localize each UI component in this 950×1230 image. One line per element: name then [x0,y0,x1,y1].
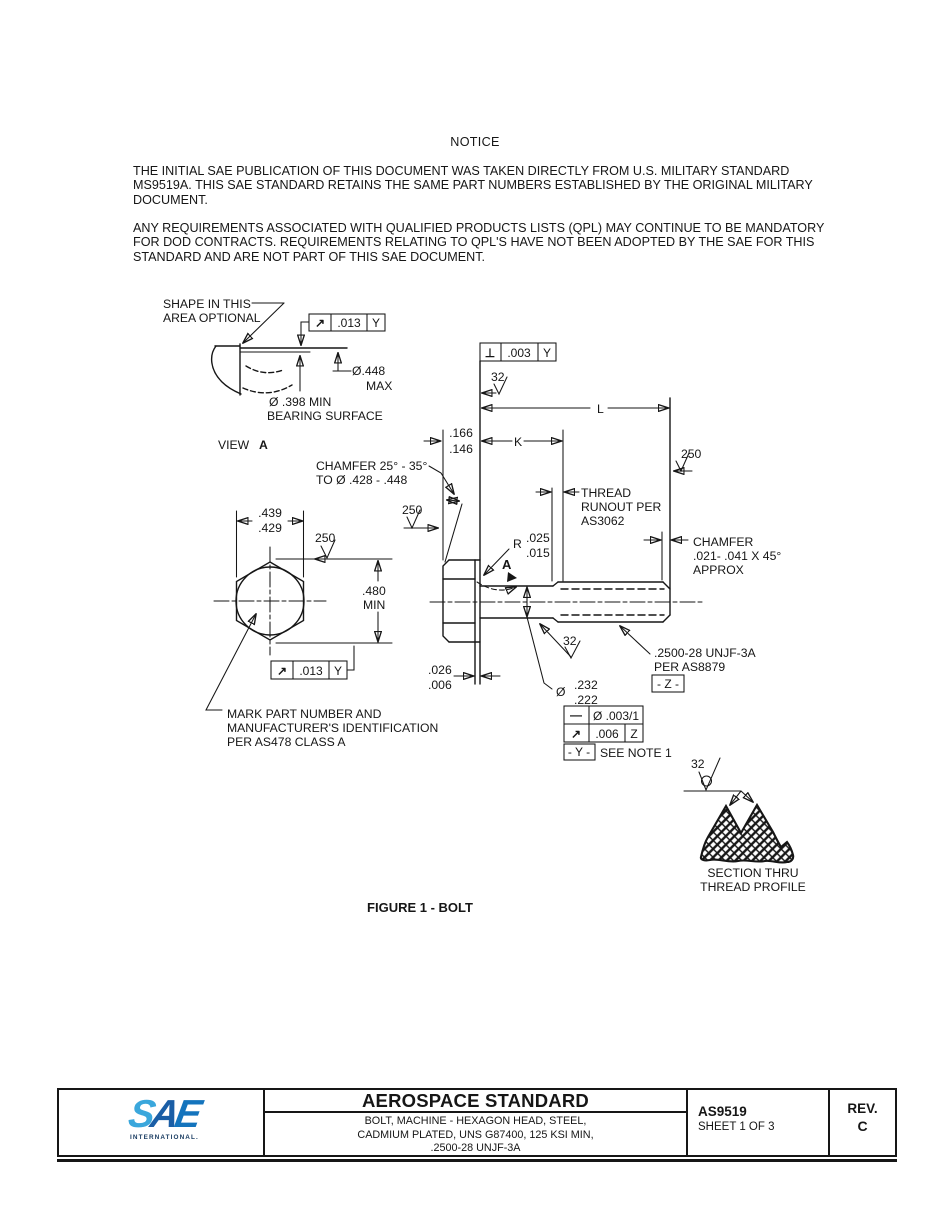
finish-32-shank: 32 [563,634,577,648]
runout-symbol: ↗ [570,727,582,741]
fcf-view-a-datum: Y [371,316,381,330]
sae-logo-letter-e: E [171,1093,202,1136]
notice-p1-line3: DOCUMENT. [133,192,208,207]
shape-optional-note-line2: AREA OPTIONAL [163,311,261,325]
across-flats-max: .439 [258,506,282,520]
fcf-runout-tolerance: .006 [595,727,619,741]
sae-international-label: INTERNATIONAL. [130,1134,199,1141]
hex-head-end-view [206,506,438,749]
shank-dia-max: .232 [574,678,598,692]
sheet-number: SHEET 1 OF 3 [698,1121,775,1133]
shank-dia-min: .222 [574,693,598,707]
finish-250-end: 250 [681,447,702,461]
finish-32-top: 32 [491,370,505,384]
fillet-radius-r: R [513,537,522,551]
notice-p1-line1: THE INITIAL SAE PUBLICATION OF THIS DOCUMENT WAS TAKEN DIRECTLY FROM U.S. MILITARY STANDARD [133,164,790,178]
shape-optional-note-line1: SHAPE IN THIS [163,297,251,311]
standard-subtitle [265,1113,686,1156]
across-flats-min: .429 [258,521,282,535]
thread-runout-line3: AS3062 [581,514,625,528]
notice-p2-line2: FOR DOD CONTRACTS. REQUIREMENTS RELATING TO QPL'S HAVE NOT BEEN ADOPTED BY THE SAE FOR THIS [133,235,815,250]
marking-note-line1: MARK PART NUMBER AND [227,707,382,721]
head-dia-max-qual: MAX [366,379,393,393]
sae-logo-letter-a: A [147,1093,180,1136]
fcf-straightness-tolerance: Ø .003/1 [592,709,640,723]
sae-logo [125,1093,266,1136]
head-height-min: .146 [449,442,473,456]
standard-type-heading: AEROSPACE STANDARD [265,1090,686,1113]
head-height-max: .166 [449,426,473,440]
thread-runout-line1: THREAD [581,486,632,500]
notice-p1-line2: MS9519A. THIS SAE STANDARD RETAINS THE SAME PART NUMBERS ESTABLISHED BY THE ORIGINAL MILITARY [133,178,813,193]
datum-y-label: - Y - [567,745,591,759]
section-label-line2: THREAD PROFILE [700,880,806,894]
sae-logo-letter-s: S [125,1093,155,1136]
thread-callout-line1: .2500-28 UNJF-3A [654,646,756,660]
notice-paragraph-2 [133,221,853,264]
subtitle-line2: CADMIUM PLATED, UNS G87400, 125 KSI MIN, [357,1128,594,1141]
bearing-dia-min-label: Ø .398 MIN [269,395,332,409]
across-corners-qual: MIN [363,598,386,612]
document-number: AS9519 [698,1104,747,1119]
subtitle-line1: BOLT, MACHINE - HEXAGON HEAD, STEEL, [364,1115,587,1127]
fcf-hex-tolerance: .013 [299,664,323,678]
finish-250-head: 250 [402,503,423,517]
finish-250-hex: 250 [315,531,336,545]
washer-thickness-max: .026 [428,663,452,677]
document-number-cell [686,1090,828,1155]
thread-runout-line2: RUNOUT PER [581,500,662,514]
revision-value: C [857,1118,868,1134]
section-a-arrow [507,572,517,582]
revision-cell [828,1090,895,1155]
sae-logo-cell [59,1090,263,1155]
notice-p2-line3: STANDARD AND ARE NOT PART OF THIS SAE DOCUMENT. [133,249,485,264]
fcf-perpendicularity [480,343,556,361]
notice-paragraph-1 [133,164,853,207]
notice-heading: NOTICE [450,135,500,149]
straightness-symbol: — [570,708,582,722]
end-chamfer-line2: .021- .041 X 45° [693,549,782,563]
see-note-1: SEE NOTE 1 [600,746,672,760]
section-label-line1: SECTION THRU [707,866,799,880]
fillet-radius-max: .025 [526,531,550,545]
subtitle-line3: .2500-28 UNJF-3A [430,1142,521,1155]
revision-label: REV. [847,1101,878,1116]
across-corners-min: .480 [362,584,386,598]
bolt-engineering-drawing [0,280,950,912]
fcf-hex-runout [271,646,354,679]
end-chamfer-line3: APPROX [693,563,744,577]
title-cell [263,1090,686,1155]
title-block [57,1088,897,1157]
fcf-hex-datum: Y [333,664,343,678]
fcf-view-a-runout [301,314,385,345]
thread-section-hatch [701,805,793,863]
dim-l-label: L [597,402,604,416]
notice-p2-line1: ANY REQUIREMENTS ASSOCIATED WITH QUALIFIED PRODUCTS LISTS (QPL) MAY CONTINUE TO BE MANDATORY [133,221,825,235]
fcf-shank-stack [564,706,672,760]
end-chamfer-line1: CHAMFER [693,535,754,549]
head-left-face [443,560,449,642]
fillet-radius-min: .015 [526,546,550,560]
fcf-perp-datum: Y [542,346,552,360]
thread-callout-line2: PER AS8879 [654,660,726,674]
view-a-label: VIEW [218,438,250,452]
diameter-symbol: Ø [556,685,566,699]
perpendicularity-symbol: ⊥ [484,346,496,360]
figure-caption: FIGURE 1 - BOLT [367,900,473,915]
runout-symbol: ↗ [276,664,288,678]
runout-symbol: ↗ [314,316,326,330]
finish-32-thread: 32 [691,757,705,771]
marking-note-line3: PER AS478 CLASS A [227,735,346,749]
datum-z-label: - Z - [657,677,679,691]
bolt-side-view [316,343,781,760]
head-dia-max-label: Ø.448 [352,364,386,378]
marking-note-line2: MANUFACTURER'S IDENTIFICATION [227,721,439,735]
head-chamfer-note-line1: CHAMFER 25° - 35° [316,459,428,473]
bearing-surface-label: BEARING SURFACE [267,409,383,423]
fcf-perp-tolerance: .003 [507,346,531,360]
view-a-letter: A [259,438,268,452]
title-block-bottom-rule [57,1159,897,1162]
dim-k-label: K [514,435,523,449]
head-chamfer-note-line2: TO Ø .428 - .448 [316,473,408,487]
thread-profile-section [684,757,806,894]
view-a-detail [163,297,392,452]
fcf-runout-datum: Z [630,727,638,741]
section-a-letter: A [502,557,512,572]
datum-z-box [652,675,684,692]
fcf-view-a-tolerance: .013 [337,316,361,330]
washer-thickness-min: .006 [428,678,452,692]
